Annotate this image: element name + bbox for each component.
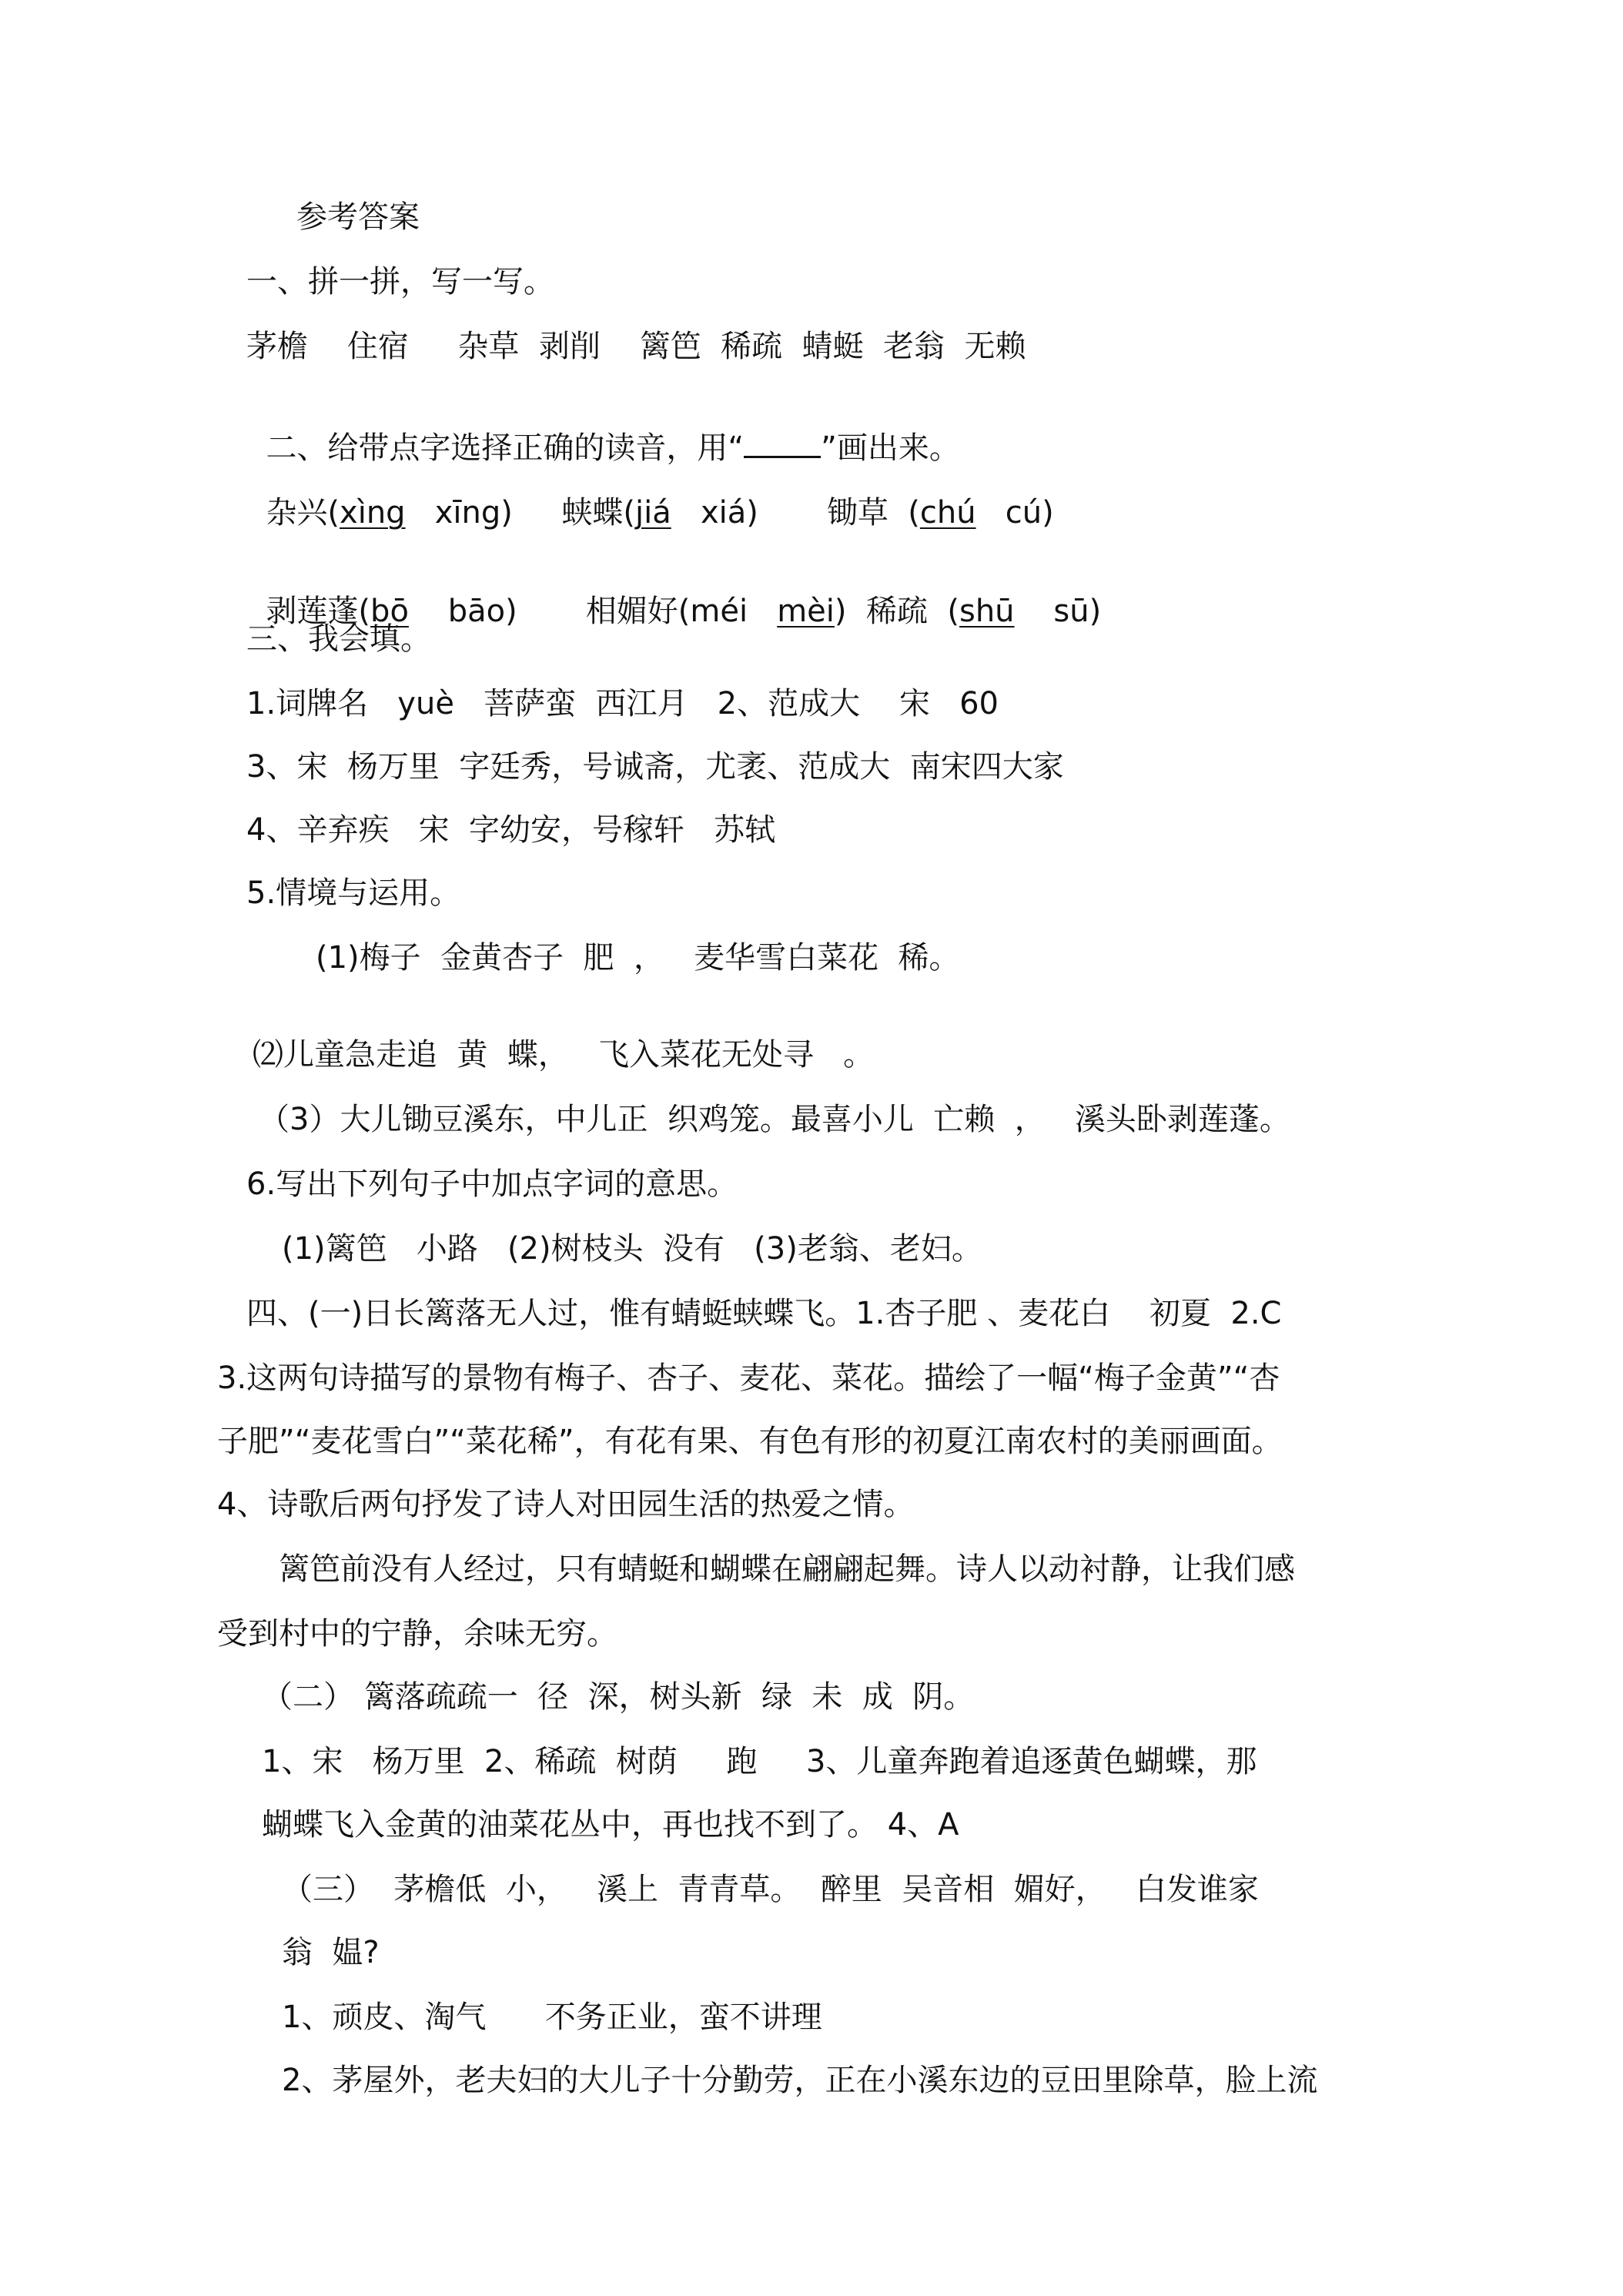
pinyin-row-1	[246, 457, 1054, 531]
pinyin-item-1: 杂兴(	[266, 495, 340, 530]
section-4-line-7: （二） 篱落疏疏一 径 深，树头新 绿 未 成 阴。	[262, 1679, 975, 1715]
section-4-line-3: 子肥”“麦花雪白”“菜花稀”，有花有果、有色有形的初夏江南农村的美丽画面。	[217, 1424, 1283, 1459]
section-4-line-5: 篱笆前没有人经过，只有蜻蜓和蝴蝶在翩翩起舞。诗人以动衬静，让我们感	[279, 1551, 1295, 1587]
section-2-heading-a: 二、给带点字选择正确的读音，用“	[266, 430, 745, 466]
section-4-line-4: 4、诗歌后两句抒发了诗人对田园生活的热爱之情。	[217, 1487, 915, 1522]
section-3-line-7: （3）大儿锄豆溪东，中儿正 织鸡笼。最喜小儿 亡赖 ， 溪头卧剥莲蓬。	[259, 1102, 1290, 1137]
section-4-line-2: 3.这两句诗描写的景物有梅子、杏子、麦花、菜花。描绘了一幅“梅子金黄”“杏	[217, 1361, 1280, 1396]
pinyin-item-6: ) 稀疏 (	[834, 594, 959, 629]
section-3-heading: 三、我会填。	[246, 621, 431, 657]
pinyin-answer-5: mèi	[777, 594, 835, 629]
section-3-line-5: (1)梅子 金黄杏子 肥 ， 麦华雪白菜花 稀。	[316, 940, 960, 976]
pinyin-row-2	[246, 556, 1101, 630]
section-3-line-1: 1.词牌名 yuè 菩萨蛮 西江月 2、范成大 宋 60	[246, 686, 999, 721]
pinyin-answer-6: shū	[959, 594, 1015, 629]
section-4-line-12: 1、顽皮、淘气 不务正业，蛮不讲理	[282, 2000, 822, 2035]
underline-blank	[744, 433, 821, 458]
section-4-line-8: 1、宋 杨万里 2、稀疏 树荫 跑 3、儿童奔跑着追逐黄色蝴蝶，那	[262, 1744, 1257, 1779]
pinyin-item-2: 蛱蝶(	[512, 495, 636, 530]
pinyin-item-3: 锄草 (	[758, 495, 920, 530]
pinyin-option-1: xīng)	[405, 495, 513, 530]
pinyin-answer-2: jiá	[635, 495, 671, 530]
section-4-line-13: 2、茅屋外，老夫妇的大儿子十分勤劳，正在小溪东边的豆田里除草，脸上流	[282, 2063, 1318, 2098]
section-1-answers: 茅檐 住宿 杂草 剥削 篱笆 稀疏 蜻蜓 老翁 无赖	[246, 329, 1026, 364]
pinyin-answer-1: xìng	[340, 495, 406, 530]
pinyin-option-3: cú)	[975, 495, 1054, 530]
pinyin-answer-4: bō	[370, 594, 409, 629]
section-3-line-8: 6.写出下列句子中加点字词的意思。	[246, 1166, 738, 1202]
page-title: 参考答案	[296, 199, 420, 235]
pinyin-item-4: 剥莲蓬(	[266, 594, 371, 629]
section-3-line-2: 3、宋 杨万里 字廷秀，号诚斋，尤袤、范成大 南宋四大家	[246, 749, 1064, 785]
section-2-heading-b: ”画出来。	[821, 430, 960, 466]
section-3-line-4: 5.情境与运用。	[246, 875, 461, 911]
section-4-line-1: 四、(一)日长篱落无人过，惟有蜻蜓蛱蝶飞。1.杏子肥 、麦花白 初夏 2.C	[246, 1296, 1282, 1331]
section-4-line-6: 受到村中的宁静，余味无穷。	[217, 1616, 617, 1652]
section-3-line-9: (1)篱笆 小路 (2)树枝头 没有 (3)老翁、老妇。	[282, 1231, 982, 1267]
section-4-line-11: 翁 媪?	[282, 1935, 380, 1970]
pinyin-option-4: bāo)	[408, 594, 517, 629]
section-3-line-3: 4、辛弃疾 宋 字幼安，号稼轩 苏轼	[246, 812, 776, 848]
pinyin-item-5: 相媚好(méi	[517, 594, 778, 629]
section-4-line-10: （三） 茅檐低 小， 溪上 青青草。 醉里 吴音相 媚好， 白发谁家	[282, 1872, 1259, 1907]
pinyin-option-2: xiá)	[671, 495, 758, 530]
pinyin-option-6: sū)	[1014, 594, 1102, 629]
pinyin-answer-3: chú	[919, 495, 976, 530]
section-2-heading	[246, 393, 960, 467]
section-4-line-9: 蝴蝶飞入金黄的油菜花丛中，再也找不到了。 4、A	[262, 1807, 959, 1842]
section-1-heading: 一、拼一拼，写一写。	[246, 264, 554, 300]
section-3-line-6: ⑵儿童急走追 黄 蝶， 飞入菜花无处寻 。	[253, 1037, 875, 1073]
